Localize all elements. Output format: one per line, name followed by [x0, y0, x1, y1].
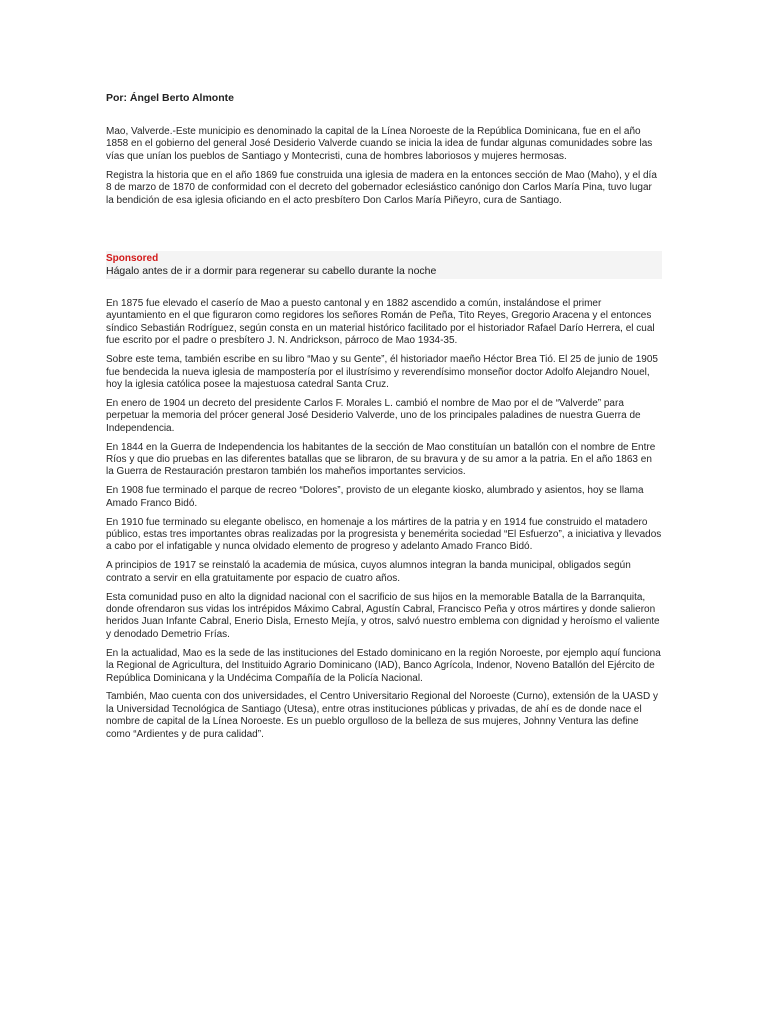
paragraph: En enero de 1904 un decreto del presidente Carlos F. Morales L. cambió el nombre de Mao por el de “Valverde” para perpetuar la memoria del prócer general José Desiderio Valverde, uno de los principales paladines de nuestra Guerra de Independencia. [106, 397, 641, 434]
paragraph: En 1910 fue terminado su elegante obelisco, en homenaje a los mártires de la patria y en 1914 fue construido el matadero público, estas tres importantes obras realizadas por la progresista y benemérita sociedad “El Esfuerzo”, a iniciativa y llevados a cabo por el infatigable y nunca olvidado elemento de progreso y adelanto Amado Franco Bidó. [106, 516, 662, 553]
paragraph: También, Mao cuenta con dos universidades, el Centro Universitario Regional del Noroeste (Curno), extensión de la UASD y la Universidad Tecnológica de Santiago (Utesa), entre otras instituciones públicas y privadas, de ahí es de donde nace el nombre de capital de la Línea Noroeste. Es un pueblo orgulloso de la belleza de sus mujeres, Johnny Ventura las define como “Ardientes y de pura calidad”. [106, 691, 658, 740]
sponsored-label: Sponsored [106, 253, 159, 264]
paragraph: En 1875 fue elevado el caserío de Mao a puesto cantonal y en 1882 ascendido a común, instalándose el primer ayuntamiento en el que figuraron como regidores los señores Román de Peña, Tito Reyes, Gregorio Aracena y el entonces síndico Sebastián Rodríguez, según consta en un material histórico facilitado por el historiador Rafael Darío Herrera, el cual fue escrito por el padre o presbítero J. N. Andrickson, párroco de Mao 1934-35. [106, 298, 655, 347]
paragraph: Registra la historia que en el año 1869 fue construida una iglesia de madera en la entonces sección de Mao (Maho), y el día 8 de marzo de 1870 de conformidad con el decreto del gobernador eclesiástico canónigo don Carlos María Pina, tuvo lugar la bendición de esa iglesia oficiando en el acto presbítero Don Carlos María Piñeyro, cura de Santiago. [106, 169, 657, 206]
article-body [106, 298, 662, 748]
paragraph: Mao, Valverde.-Este municipio es denominado la capital de la Línea Noroeste de la República Dominicana, fue en el año 1858 en el gobierno del general José Desiderio Valverde cuando se inicia la idea de fundar algunas comunidades sobre las vías que unían los pueblos de Santiago y Montecristi, cuna de hombres laboriosos y mujeres hermosas. [106, 126, 653, 162]
sponsored-link[interactable]: Hágalo antes de ir a dormir para regenerar su cabello durante la noche [106, 265, 437, 277]
intro-section [106, 126, 662, 213]
paragraph: Esta comunidad puso en alto la dignidad nacional con el sacrificio de sus hijos en la memorable Batalla de la Barranquita, donde ofrendaron sus vidas los intrépidos Máximo Cabral, Agustín Cabral, Francisco Peña y otros mártires y donde salieron heridos Juan Infante Cabral, Enerio Disla, Ernesto Mejía, y otros, salvó nuestro emblema con dignidad y heroísmo el valiente y denodado Demetrio Frías. [106, 591, 660, 640]
paragraph: En la actualidad, Mao es la sede de las instituciones del Estado dominicano en la región Noroeste, por ejemplo aquí funciona la Regional de Agricultura, del Instituido Agrario Dominicano (IAD), Banco Agrícola, Indenor, Noveno Batallón del Ejército de República Dominicana y la Undécima Compañía de la Policía Nacional. [106, 647, 661, 684]
paragraph: En 1844 en la Guerra de Independencia los habitantes de la sección de Mao constituían un batallón con el nombre de Entre Ríos y que dio pruebas en las diferentes batallas que se libraron, de su bravura y de su amor a la patria. En el año 1863 en la Guerra de Restauración prestaron también los maheños importantes servicios. [106, 441, 656, 478]
sponsored-ad[interactable] [106, 251, 662, 279]
author-byline: Por: Ángel Berto Almonte [106, 92, 234, 104]
paragraph: En 1908 fue terminado el parque de recreo “Dolores”, provisto de un elegante kiosko, alumbrado y asientos, hoy se llama Amado Franco Bidó. [106, 485, 644, 509]
paragraph: A principios de 1917 se reinstaló la academia de música, cuyos alumnos integran la banda municipal, obligados según contrato a servir en ella gratuitamente por espacio de cuatro años. [106, 560, 631, 584]
paragraph: Sobre este tema, también escribe en su libro “Mao y su Gente”, él historiador maeño Héctor Brea Tió. El 25 de junio de 1905 fue bendecida la nueva iglesia de mampostería por el ilustrísimo y reverendísimo monseñor doctor Adolfo Alejandro Nouel, hoy la iglesia católica posee la majestuosa catedral Santa Cruz. [106, 354, 658, 390]
